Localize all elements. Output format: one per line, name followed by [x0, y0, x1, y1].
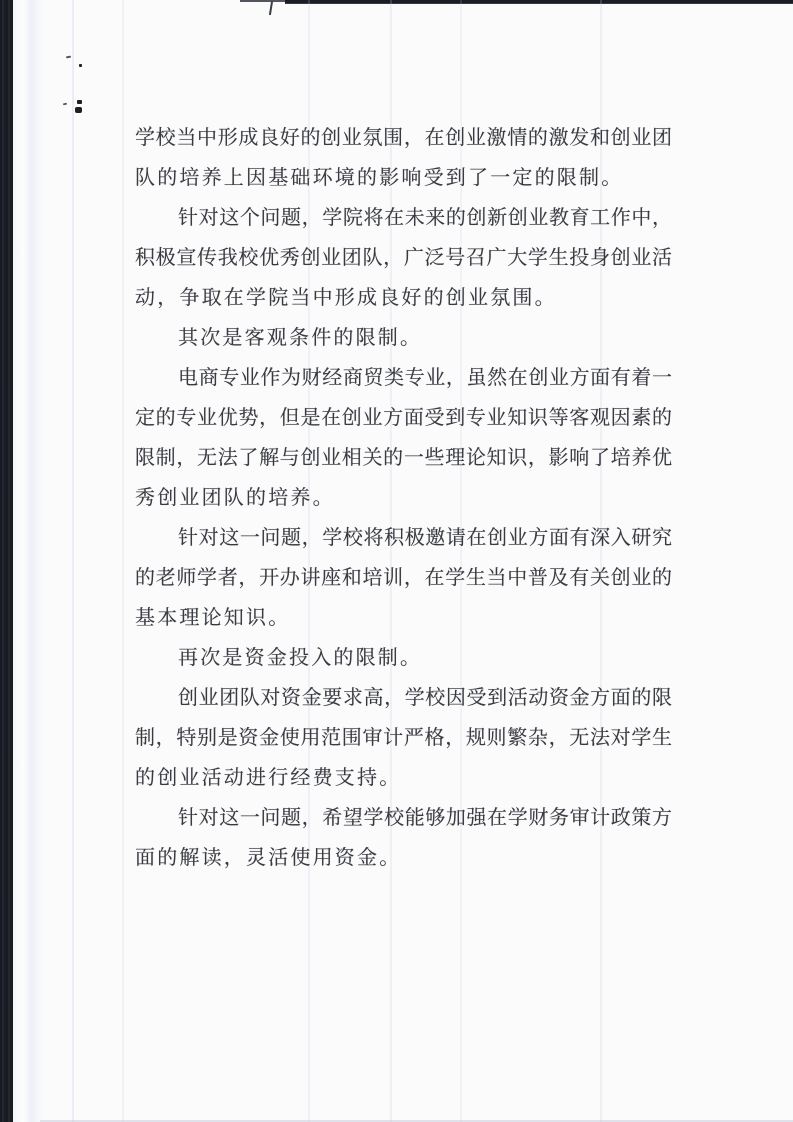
text-line: 针对这个问题，学院将在未来的创新创业教育工作中， — [178, 205, 672, 229]
scan-scratch-mark — [269, 1, 273, 15]
ink-speck — [77, 100, 82, 104]
scan-streak — [72, 0, 74, 1122]
scan-dark-edge-left — [0, 0, 13, 1122]
text-line: 的老师学者，开办讲座和培训，在学生当中普及有关创业的 — [135, 565, 672, 589]
page-gutter-shading — [13, 0, 43, 1122]
text-line: 秀创业团队的培养。 — [135, 485, 335, 509]
text-line: 定的专业优势，但是在创业方面受到专业知识等客观因素的 — [135, 405, 672, 429]
text-line: 再次是资金投入的限制。 — [178, 645, 423, 669]
ink-speck — [66, 56, 71, 59]
text-line: 队的培养上因基础环境的影响受到了一定的限制。 — [135, 165, 624, 189]
scan-dark-edge-top — [285, 0, 793, 4]
document-text-block — [135, 117, 672, 877]
ink-speck — [75, 107, 82, 113]
ink-speck — [79, 64, 82, 67]
text-line: 动，争取在学院当中形成良好的创业氛围。 — [135, 285, 557, 309]
ink-speck — [63, 103, 67, 106]
text-line: 面的解读，灵活使用资金。 — [135, 845, 402, 869]
text-line: 的创业活动进行经费支持。 — [135, 765, 402, 789]
text-line: 积极宣传我校优秀创业团队，广泛号召广大学生投身创业活 — [135, 245, 672, 269]
text-line: 其次是客观条件的限制。 — [178, 325, 423, 349]
text-line: 学校当中形成良好的创业氛围，在创业激情的激发和创业团 — [135, 125, 672, 149]
text-line: 制，特别是资金使用范围审计严格，规则繁杂，无法对学生 — [135, 725, 672, 749]
text-line: 限制，无法了解与创业相关的一些理论知识，影响了培养优 — [135, 445, 672, 469]
text-line: 创业团队对资金要求高，学校因受到活动资金方面的限 — [178, 685, 672, 709]
text-line: 针对这一问题，学校将积极邀请在创业方面有深入研究 — [178, 525, 672, 549]
text-line: 针对这一问题，希望学校能够加强在学财务审计政策方 — [178, 805, 672, 829]
text-line: 电商专业作为财经商贸类专业，虽然在创业方面有着一 — [178, 365, 672, 389]
scan-dark-edge-top-tail — [240, 0, 288, 2]
scan-streak — [122, 0, 124, 1122]
text-line: 基本理论知识。 — [135, 605, 291, 629]
